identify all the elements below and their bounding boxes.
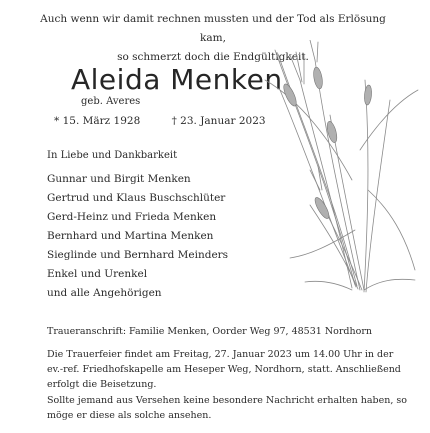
apology-note	[47, 393, 407, 423]
wheat-stalks-drawing	[260, 40, 420, 300]
intro-line-1: Auch wenn wir damit rechnen mussten und der Tod als Erlösung kam,	[40, 13, 386, 44]
mourning-address: Traueranschrift: Familie Menken, Oorder Weg 97, 48531 Nordhorn	[47, 326, 372, 337]
apology-line-1: Sollte jemand aus Versehen keine besondere Nachricht erhalten haben, so	[47, 395, 407, 406]
funeral-line-2: ev.-ref. Friedhofskapelle am Heseper Weg, Nordhorn, statt. Anschließend	[47, 364, 401, 375]
mourner-entry: Bernhard und Martina Menken	[47, 230, 214, 242]
mourner-entry: Gerd-Heinz und Frieda Menken	[47, 211, 217, 223]
funeral-line-3: erfolgt die Beisetzung.	[47, 379, 157, 390]
deceased-name: Aleida Menken	[71, 63, 283, 96]
life-dates	[54, 115, 266, 127]
mourner-entry: Gunnar und Birgit Menken	[47, 173, 191, 185]
mourner-entry: Gertrud und Klaus Buschschlüter	[47, 192, 226, 204]
mourners-intro: In Liebe und Dankbarkeit	[47, 150, 178, 161]
mourner-entry: und alle Angehörigen	[47, 287, 162, 299]
death-date: † 23. Januar 2023	[171, 115, 266, 127]
birth-date: * 15. März 1928	[54, 115, 141, 127]
maiden-name: geb. Averes	[81, 96, 141, 107]
apology-line-2: möge er diese als solche ansehen.	[47, 410, 212, 421]
funeral-line-1: Die Trauerfeier findet am Freitag, 27. Januar 2023 um 14.00 Uhr in der	[47, 349, 394, 360]
mourner-entry: Sieglinde und Bernhard Meinders	[47, 249, 229, 261]
intro-line-2: so schmerzt doch die Endgültigkeit.	[117, 51, 309, 63]
mourners-list	[47, 170, 228, 303]
funeral-info	[47, 347, 401, 392]
mourner-entry: Enkel und Urenkel	[47, 268, 148, 280]
